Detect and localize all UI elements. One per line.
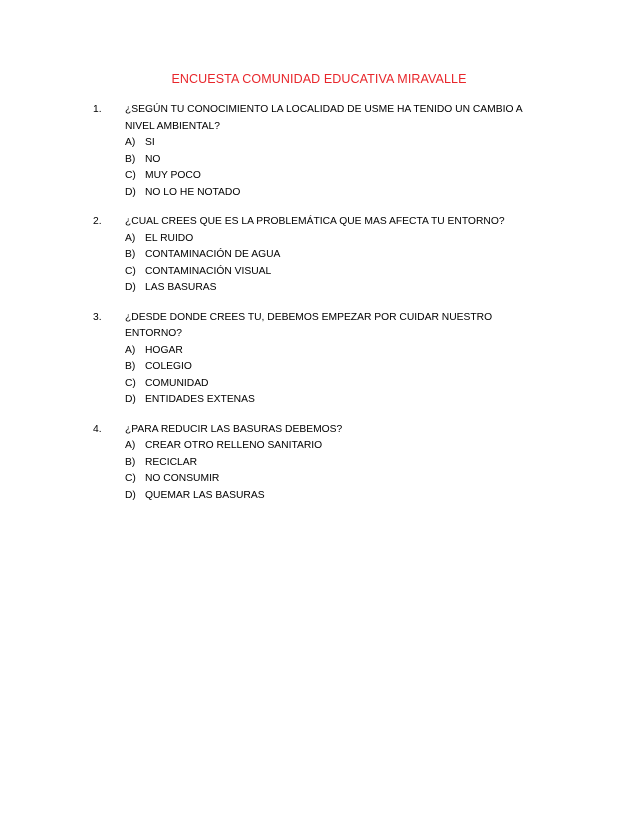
option-list [125, 438, 543, 504]
question-number: 3. [93, 311, 102, 323]
option-letter: B) [125, 361, 136, 372]
option-letter: C) [125, 265, 136, 277]
question-spacer [0, 201, 638, 214]
option-letter: A) [125, 232, 136, 244]
option-item [125, 152, 543, 169]
question-text: ¿SEGÚN TU CONOCIMIENTO LA LOCALIDAD DE USME HA TENIDO UN CAMBIO A NIVEL AMBIENTAL? [125, 104, 523, 132]
option-item [125, 231, 543, 248]
option-item [125, 264, 543, 281]
option-item [125, 343, 543, 360]
question-list [0, 102, 638, 517]
question-text: ¿PARA REDUCIR LAS BASURAS DEBEMOS? [125, 423, 343, 435]
option-text: ENTIDADES EXTENAS [145, 394, 255, 405]
question-spacer [0, 409, 638, 422]
option-text: NO CONSUMIR [145, 473, 220, 484]
option-letter: C) [125, 170, 136, 181]
question-1 [93, 102, 543, 201]
question-4 [93, 422, 543, 505]
option-letter: A) [125, 344, 136, 356]
option-text: EL RUIDO [145, 232, 194, 244]
option-letter: D) [125, 282, 136, 293]
option-letter: B) [125, 456, 136, 468]
document-title: ENCUESTA COMUNIDAD EDUCATIVA MIRAVALLE [171, 72, 467, 86]
option-item [125, 359, 543, 376]
question-2 [93, 214, 543, 297]
question-text: ¿DESDE DONDE CREES TU, DEBEMOS EMPEZAR POR CUIDAR NUESTRO ENTORNO? [125, 311, 493, 339]
option-text: NO [145, 153, 161, 165]
option-item [125, 168, 543, 185]
option-text: CREAR OTRO RELLENO SANITARIO [145, 440, 323, 451]
option-list [125, 343, 543, 409]
option-text: SI [145, 137, 155, 148]
option-item [125, 185, 543, 202]
option-item [125, 376, 543, 393]
option-item [125, 135, 543, 152]
option-letter: A) [125, 440, 136, 451]
option-list [125, 135, 543, 201]
option-text: NO LO HE NOTADO [145, 186, 241, 198]
option-letter: B) [125, 153, 136, 165]
option-text: COMUNIDAD [145, 377, 209, 389]
option-list [125, 231, 543, 297]
question-3 [93, 310, 543, 409]
option-letter: D) [125, 489, 136, 501]
question-number: 1. [93, 104, 102, 115]
option-text: QUEMAR LAS BASURAS [145, 489, 265, 501]
option-letter: C) [125, 377, 136, 389]
option-letter: D) [125, 394, 136, 405]
question-number: 2. [93, 216, 102, 227]
option-item [125, 280, 543, 297]
option-item [125, 438, 543, 455]
option-letter: D) [125, 186, 136, 198]
option-item [125, 392, 543, 409]
option-item [125, 488, 543, 505]
option-text: MUY POCO [145, 170, 201, 181]
option-text: LAS BASURAS [145, 282, 217, 293]
option-letter: B) [125, 249, 136, 260]
option-item [125, 471, 543, 488]
question-spacer [0, 297, 638, 310]
option-item [125, 247, 543, 264]
option-text: CONTAMINACIÓN DE AGUA [145, 249, 281, 260]
option-text: COLEGIO [145, 361, 192, 372]
question-number: 4. [93, 423, 102, 435]
option-letter: C) [125, 473, 136, 484]
option-item [125, 455, 543, 472]
option-text: CONTAMINACIÓN VISUAL [145, 265, 272, 277]
question-text: ¿CUAL CREES QUE ES LA PROBLEMÁTICA QUE MAS AFECTA TU ENTORNO? [125, 216, 505, 227]
option-text: RECICLAR [145, 456, 198, 468]
question-spacer [0, 504, 638, 517]
option-letter: A) [125, 137, 136, 148]
option-text: HOGAR [145, 344, 183, 356]
